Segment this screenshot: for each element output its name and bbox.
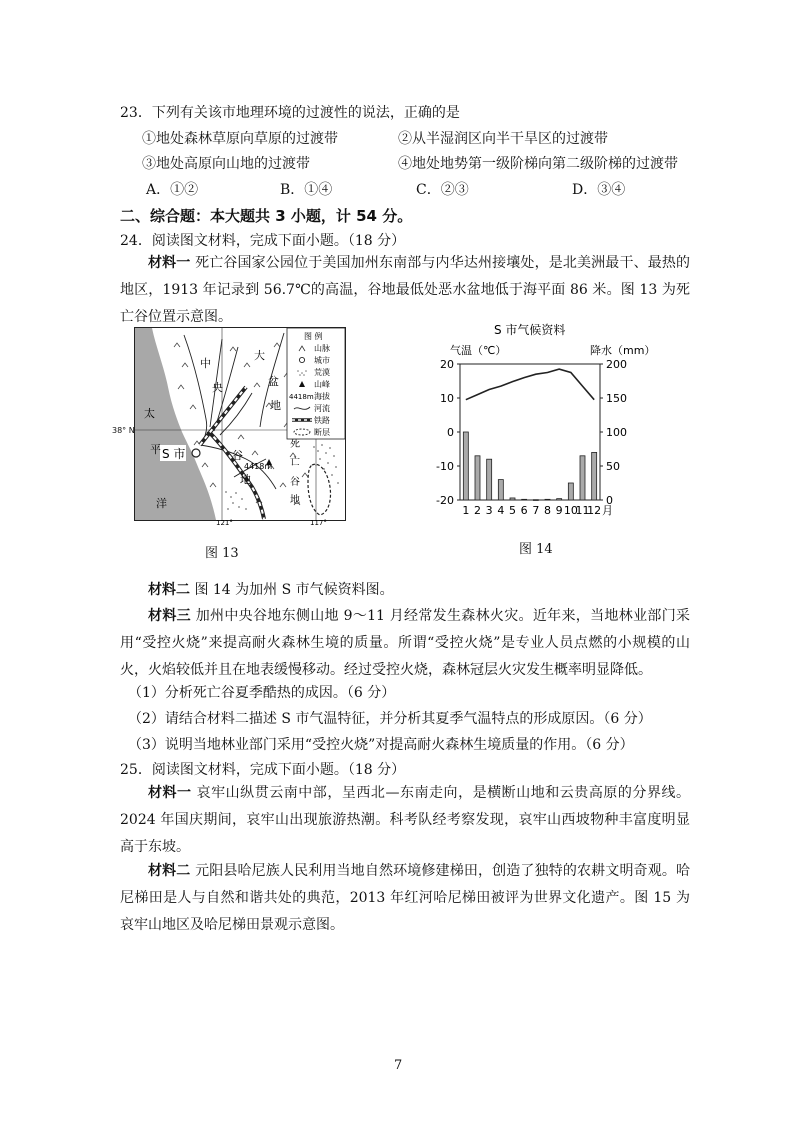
precip-bar-month-11 bbox=[580, 456, 585, 500]
fig13-map bbox=[134, 327, 346, 525]
month-suffix: 月 bbox=[602, 504, 613, 517]
q24-material-1-label: 材料一 bbox=[148, 255, 191, 271]
right-axis-ticks bbox=[600, 358, 627, 507]
precip-bar-month-8 bbox=[545, 499, 550, 500]
month-label: 8 bbox=[544, 504, 551, 517]
q23-choice-a: A．①② bbox=[146, 182, 199, 198]
legend-elevation-value: 4418m bbox=[289, 393, 314, 401]
q24-material-3-label: 材料三 bbox=[148, 608, 191, 624]
region-char-14: 地 bbox=[290, 495, 300, 506]
region-char-2: 央 bbox=[212, 381, 223, 394]
q24-material-1 bbox=[120, 250, 690, 331]
region-char-11: 死 bbox=[290, 439, 300, 450]
legend-title: 图 例 bbox=[304, 332, 323, 341]
q23-option-2: ②从半湿润区向半干旱区的过渡带 bbox=[398, 131, 608, 147]
section-heading: 二、综合题：本大题共 3 小题，计 54 分。 bbox=[120, 207, 413, 225]
month-label: 9 bbox=[555, 504, 563, 517]
month-label: 3 bbox=[485, 504, 493, 517]
q24-subquestion-2: （2）请结合材料二描述 S 市气温特征，并分析其夏季气温特点的形成原因。（6 分） bbox=[128, 711, 652, 727]
region-char-10: 洋 bbox=[156, 497, 167, 510]
month-label: 7 bbox=[532, 504, 540, 517]
month-label: 1 bbox=[462, 504, 470, 517]
precip-tick-label: 0 bbox=[606, 494, 613, 507]
left-axis-ticks bbox=[436, 358, 460, 507]
fig14-climate-chart bbox=[420, 322, 665, 527]
region-char-5: 大 bbox=[254, 349, 265, 362]
precipitation-bars bbox=[463, 432, 596, 500]
lon-117-label: 117° bbox=[310, 519, 327, 525]
q24-material-2-label: 材料二 bbox=[148, 582, 190, 598]
temp-tick-label: 0 bbox=[447, 426, 454, 439]
month-label: 4 bbox=[497, 504, 505, 517]
legend-label-peak: 山峰 bbox=[314, 380, 330, 389]
chart-ylabel-right: 降水（mm） bbox=[590, 344, 656, 357]
precip-bar-month-5 bbox=[510, 498, 515, 500]
q23-option-3: ③地处高原向山地的过渡带 bbox=[142, 156, 310, 172]
legend-label-fault: 断层 bbox=[314, 428, 330, 437]
month-label: 5 bbox=[509, 504, 516, 517]
precip-bar-month-7 bbox=[533, 500, 538, 501]
q24-stem: 24．阅读图文材料，完成下面小题。（18 分） bbox=[120, 233, 406, 249]
precip-bar-month-12 bbox=[592, 452, 597, 500]
peak-elevation-label: 4418m bbox=[244, 462, 273, 471]
q24-material-2 bbox=[120, 577, 690, 604]
q25-material-1-label: 材料一 bbox=[148, 785, 192, 801]
precip-bar-month-3 bbox=[487, 459, 492, 500]
q23-choice-b: B．①④ bbox=[280, 182, 333, 198]
plot-frame bbox=[460, 364, 600, 500]
q25-material-2-label: 材料二 bbox=[148, 863, 191, 879]
q23-option-1: ①地处森林草原向草原的过渡带 bbox=[142, 131, 338, 147]
q25-material-2-text: 元阳县哈尼族人民利用当地自然环境修建梯田，创造了独特的农耕文明奇观。哈尼梯田是人与自然和谐共处的典范，2013 年红河哈尼梯田被评为世界文化遗产。图 15 为哀牢山地区及哈尼梯田景观示意图。 bbox=[120, 863, 691, 933]
precip-bar-month-4 bbox=[498, 480, 503, 500]
region-char-3: 谷 bbox=[232, 449, 243, 462]
region-char-4: 地 bbox=[240, 473, 251, 486]
q24-subquestion-1: （1）分析死亡谷夏季酷热的成因。（6 分） bbox=[128, 685, 396, 701]
lat-38-label: 38° N bbox=[112, 426, 135, 435]
region-char-7: 地 bbox=[270, 399, 281, 412]
month-label: 2 bbox=[474, 504, 481, 517]
region-char-13: 谷 bbox=[290, 477, 300, 488]
legend-label-river: 河流 bbox=[314, 404, 330, 413]
precip-tick-label: 200 bbox=[606, 358, 627, 371]
month-label: 12 bbox=[587, 504, 602, 517]
precip-bar-month-6 bbox=[522, 499, 527, 500]
region-char-12: 亡 bbox=[290, 457, 300, 468]
chart-ylabel-left: 气温（℃） bbox=[450, 344, 507, 357]
fig14-caption: 图 14 bbox=[519, 542, 553, 557]
city-s-marker bbox=[192, 449, 200, 457]
q24-material-3 bbox=[120, 603, 690, 684]
precip-bar-month-10 bbox=[568, 483, 573, 500]
region-char-8: 太 bbox=[144, 407, 155, 420]
q23-choice-c: C．②③ bbox=[416, 182, 469, 198]
temp-tick-label: -10 bbox=[436, 460, 454, 473]
chart-title: S 市气候资料 bbox=[494, 323, 566, 337]
temp-tick-label: 20 bbox=[440, 358, 454, 371]
q24-material-2-text: 图 14 为加州 S 市气候资料图。 bbox=[194, 582, 394, 598]
region-char-9: 平 bbox=[150, 443, 161, 456]
precip-tick-label: 50 bbox=[606, 460, 620, 473]
temp-tick-label: -20 bbox=[436, 494, 454, 507]
month-label: 10 bbox=[563, 504, 578, 517]
legend-label-railway: 铁路 bbox=[314, 416, 330, 425]
month-label: 6 bbox=[520, 504, 528, 517]
q24-material-3-text: 加州中央谷地东侧山地 9～11 月经常发生森林火灾。近年来，当地林业部门采用“受控火烧”来提高耐火森林生境的质量。所谓“受控火烧”是专业人员点燃的小规模的山火，火焰较低并且在地表缓慢移动。经过受控火烧，森林冠层火灾发生概率明显降低。 bbox=[120, 608, 691, 678]
city-s-label: S 市 bbox=[162, 447, 186, 461]
lon-121-label: 121° bbox=[216, 519, 233, 525]
legend-label-mountain: 山脉 bbox=[314, 344, 330, 353]
q25-material-1-text: 哀牢山纵贯云南中部，呈西北—东南走向，是横断山地和云贵高原的分界线。2024 年国庆期间，哀牢山出现旅游热潮。科考队经考察发现，哀牢山西坡物种丰富度明显高于东坡。 bbox=[120, 785, 691, 855]
q25-stem: 25．阅读图文材料，完成下面小题。（18 分） bbox=[120, 762, 406, 778]
q24-material-1-text: 死亡谷国家公园位于美国加州东南部与内华达州接壤处，是北美洲最干、最热的地区，1913 年记录到 56.7℃的高温，谷地最低处恶水盆地低于海平面 86 米。图 13 为死亡谷位置示意图。 bbox=[120, 255, 691, 325]
legend-city-icon bbox=[299, 357, 304, 362]
fig13-caption: 图 13 bbox=[205, 546, 239, 561]
q25-material-2 bbox=[120, 858, 690, 939]
q25-material-1 bbox=[120, 780, 690, 861]
precip-tick-label: 100 bbox=[606, 426, 627, 439]
page-number: 7 bbox=[394, 1058, 403, 1073]
q24-subquestion-3: （3）说明当地林业部门采用“受控火烧”对提高耐火森林生境质量的作用。（6 分） bbox=[128, 737, 634, 753]
precip-tick-label: 150 bbox=[606, 392, 627, 405]
q23-choice-d: D．③④ bbox=[572, 182, 626, 198]
temp-tick-label: 10 bbox=[440, 392, 454, 405]
month-labels bbox=[462, 504, 613, 517]
temperature-line bbox=[466, 369, 594, 400]
legend-label-desert: 荒漠 bbox=[314, 368, 330, 377]
q23-stem: 23．下列有关该市地理环境的过渡性的说法，正确的是 bbox=[120, 105, 460, 121]
region-char-1: 中 bbox=[200, 357, 211, 370]
legend-label-elevation: 海拔 bbox=[314, 392, 330, 401]
region-char-6: 盆 bbox=[268, 375, 279, 388]
precip-bar-month-9 bbox=[557, 499, 562, 500]
legend-label-city: 城市 bbox=[314, 356, 330, 365]
month-label: 11 bbox=[575, 504, 590, 517]
precip-bar-month-1 bbox=[463, 432, 468, 500]
precip-bar-month-2 bbox=[475, 456, 480, 500]
q23-option-4: ④地处地势第一级阶梯向第二级阶梯的过渡带 bbox=[398, 156, 678, 172]
